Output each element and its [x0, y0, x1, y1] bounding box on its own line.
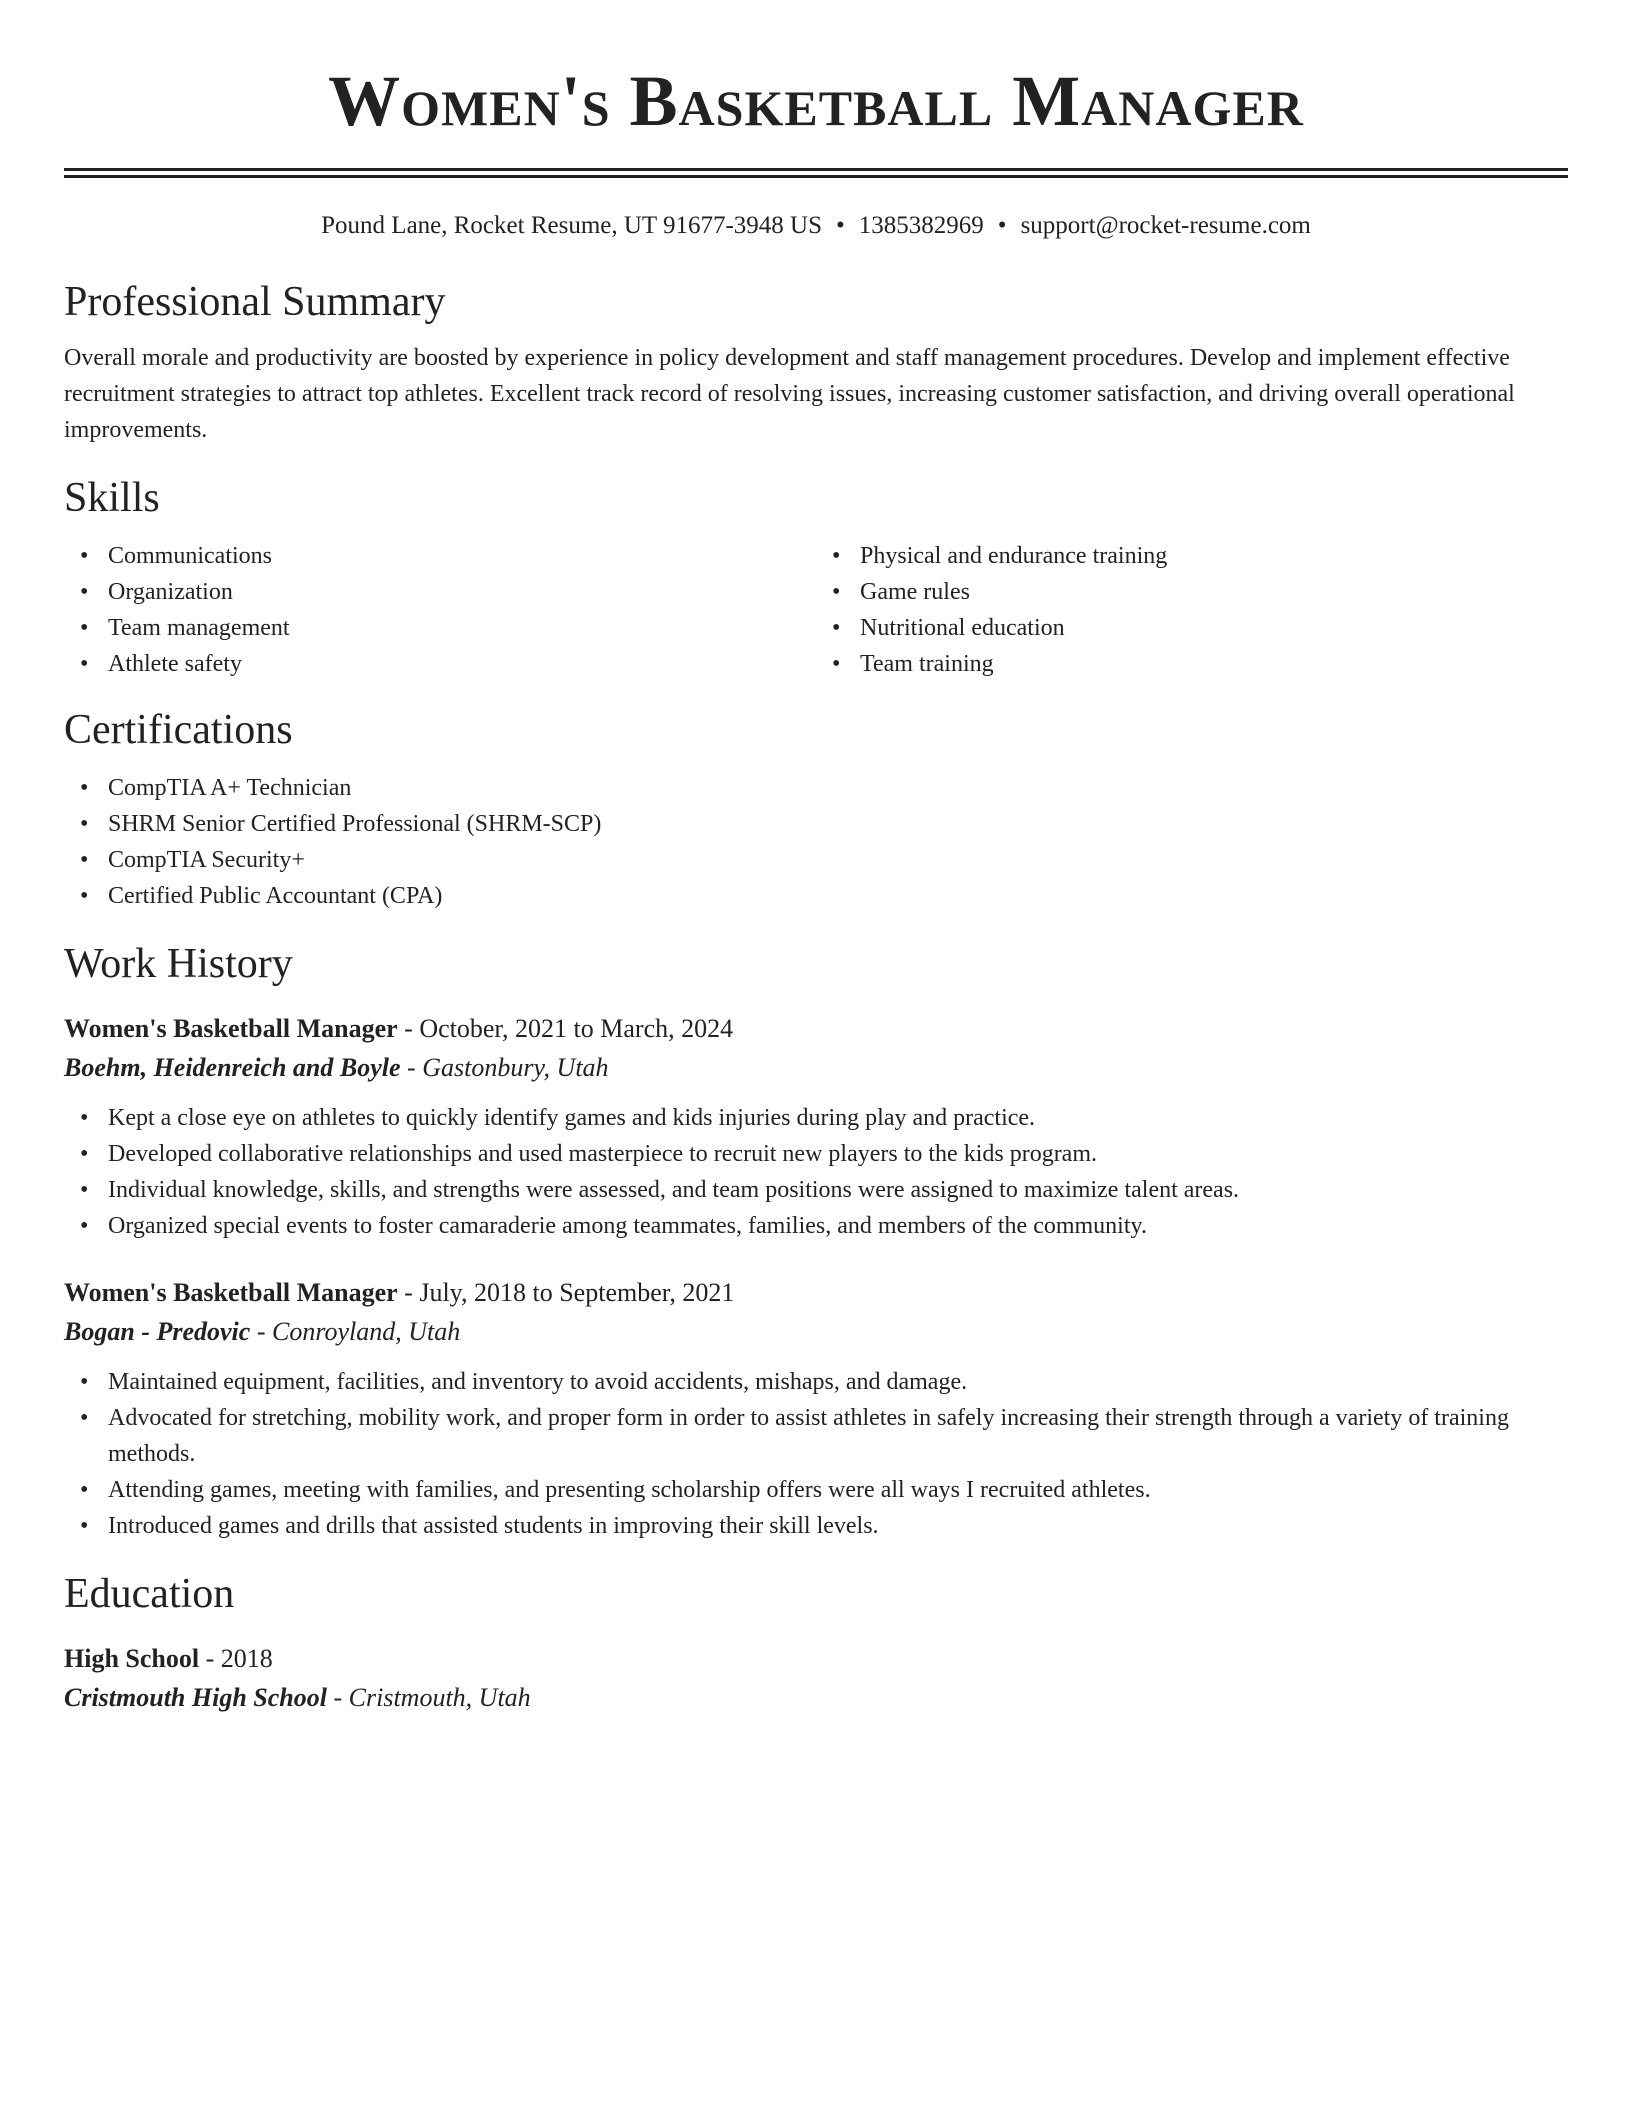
education-school-line: Cristmouth High School - Cristmouth, Utah	[64, 1683, 531, 1712]
bullet-icon: •	[832, 615, 841, 641]
job-company: Boehm, Heidenreich and Boyle	[64, 1053, 401, 1082]
bullet-icon: •	[80, 1177, 89, 1203]
bullet-icon: •	[80, 1477, 89, 1503]
job-bullet: • Developed collaborative relationships and used masterpiece to recruit new players to the kids program.	[108, 1136, 1568, 1172]
job-bullets	[64, 1364, 1568, 1544]
job-bullet: • Attending games, meeting with families, and presenting scholarship offers were all ways I recruited athletes.	[108, 1472, 1568, 1508]
bullet-icon: •	[80, 847, 89, 873]
job-bullet: • Individual knowledge, skills, and strengths were assessed, and team positions were assigned to maximize talent areas.	[108, 1172, 1568, 1208]
job-bullet: • Organized special events to foster camaraderie among teammates, families, and members of the community.	[108, 1208, 1568, 1244]
bullet-icon: •	[80, 811, 89, 837]
skill-item: • Athlete safety	[108, 646, 816, 682]
summary-text: Overall morale and productivity are boosted by experience in policy development and staff management procedures. Develop and implement effective recruitment strategies to attract top athletes. Excellent track record of resolving issues, increasing customer satisfaction, and driving overall operational improvements.	[64, 345, 1515, 443]
skills-right-list	[816, 538, 1568, 682]
job-bullet: • Advocated for stretching, mobility work, and proper form in order to assist athletes in safely increasing their strength through a variety of training methods.	[108, 1400, 1568, 1472]
job-company-line: Bogan - Predovic - Conroyland, Utah	[64, 1317, 461, 1346]
job-dates: July, 2018 to September, 2021	[419, 1278, 735, 1307]
job-entry	[64, 1010, 1568, 1244]
skill-item: • Physical and endurance training	[860, 538, 1568, 574]
job-role: Women's Basketball Manager	[64, 1014, 398, 1043]
certification-item: • CompTIA Security+	[108, 842, 1568, 878]
certification-item: • Certified Public Accountant (CPA)	[108, 878, 1568, 914]
bullet-icon: •	[80, 543, 89, 569]
bullet-icon: •	[832, 651, 841, 677]
job-location: Conroyland, Utah	[271, 1317, 461, 1346]
education-year: 2018	[220, 1644, 273, 1673]
skills-left-list	[64, 538, 816, 682]
contact-phone: 1385382969	[858, 212, 984, 239]
bullet-icon: •	[80, 1405, 89, 1431]
certifications-list	[64, 770, 1568, 914]
bullet-icon: •	[80, 1105, 89, 1131]
bullet-icon: •	[80, 1213, 89, 1239]
skill-item: • Organization	[108, 574, 816, 610]
job-dates: October, 2021 to March, 2024	[419, 1014, 734, 1043]
bullet-icon: •	[80, 615, 89, 641]
work-history-heading: Work History	[64, 941, 293, 987]
contact-line	[64, 210, 1568, 242]
bullet-icon: •	[80, 1369, 89, 1395]
bullet-icon: •	[80, 651, 89, 677]
education-degree: High School	[64, 1644, 200, 1673]
bullet-icon: •	[80, 1141, 89, 1167]
skill-item: • Nutritional education	[860, 610, 1568, 646]
candidate-name: Women's Basketball Manager	[328, 61, 1304, 141]
job-bullets	[64, 1100, 1568, 1244]
job-title-line: Women's Basketball Manager - October, 2021 to March, 2024	[64, 1014, 734, 1043]
bullet-icon: •	[80, 883, 89, 909]
contact-separator: •	[997, 212, 1007, 239]
education-school: Cristmouth High School	[64, 1683, 327, 1712]
job-bullet: • Introduced games and drills that assisted students in improving their skill levels.	[108, 1508, 1568, 1544]
education-degree-line: High School - 2018	[64, 1644, 273, 1673]
certifications-heading: Certifications	[64, 707, 293, 753]
job-title-line: Women's Basketball Manager - July, 2018 to September, 2021	[64, 1278, 735, 1307]
job-location: Gastonbury, Utah	[422, 1053, 609, 1082]
skill-item: • Team training	[860, 646, 1568, 682]
job-role: Women's Basketball Manager	[64, 1278, 398, 1307]
job-company-line: Boehm, Heidenreich and Boyle - Gastonbury, Utah	[64, 1053, 609, 1082]
bullet-icon: •	[80, 579, 89, 605]
bullet-icon: •	[832, 579, 841, 605]
skills-columns	[64, 538, 1568, 682]
summary-heading: Professional Summary	[64, 279, 446, 325]
header-double-rule	[64, 168, 1568, 178]
bullet-icon: •	[80, 775, 89, 801]
job-company: Bogan - Predovic	[64, 1317, 251, 1346]
education-entry	[64, 1640, 1568, 1718]
bullet-icon: •	[80, 1513, 89, 1539]
skill-item: • Game rules	[860, 574, 1568, 610]
job-bullet: • Maintained equipment, facilities, and inventory to avoid accidents, mishaps, and damage.	[108, 1364, 1568, 1400]
education-location: Cristmouth, Utah	[348, 1683, 531, 1712]
education-heading: Education	[64, 1571, 235, 1617]
job-bullet: • Kept a close eye on athletes to quickly identify games and kids injuries during play and practice.	[108, 1100, 1568, 1136]
certification-item: • CompTIA A+ Technician	[108, 770, 1568, 806]
skill-item: • Team management	[108, 610, 816, 646]
bullet-icon: •	[832, 543, 841, 569]
contact-address: Pound Lane, Rocket Resume, UT 91677-3948 US	[321, 212, 823, 239]
job-entry	[64, 1274, 1568, 1544]
skills-heading: Skills	[64, 475, 160, 521]
contact-separator: •	[836, 212, 845, 239]
certification-item: • SHRM Senior Certified Professional (SHRM-SCP)	[108, 806, 1568, 842]
skill-item: • Communications	[108, 538, 816, 574]
contact-email: support@rocket-resume.com	[1020, 212, 1311, 239]
